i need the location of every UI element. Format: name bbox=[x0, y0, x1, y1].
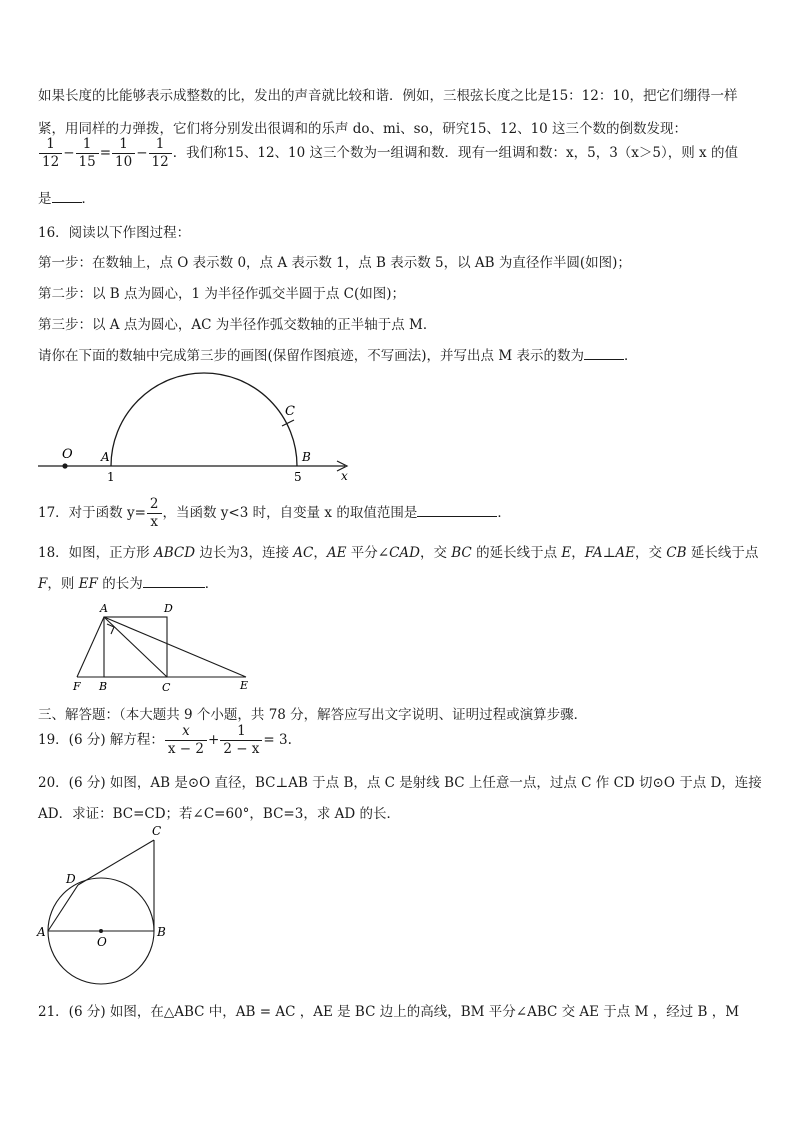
fraction: $\frac{1}{10}$ bbox=[112, 136, 135, 171]
label-a: A bbox=[100, 602, 108, 615]
center-point bbox=[99, 929, 103, 933]
q18-line2: F，则 EF 的长为 ． bbox=[38, 576, 219, 592]
q16-head: 16．阅读以下作图过程： bbox=[38, 225, 191, 241]
q15-line4: 是 ． bbox=[38, 191, 95, 207]
label-f: F bbox=[73, 680, 81, 693]
q15-line3-text: ．我们称15、12、10 这三个数为一组调和数．现有一组调和数：x，5，3（x＞5），则 x 的值 bbox=[172, 145, 738, 161]
fraction: $\frac{1}{12}$ bbox=[149, 136, 172, 171]
label-o: O bbox=[97, 935, 107, 949]
q16-step2: 第二步：以 B 点为圆心，1 为半径作弧交半圆于点 C(如图)； bbox=[38, 286, 406, 302]
q16-ask: 请你在下面的数轴中完成第三步的画图(保留作图痕迹，不写画法)，并写出点 M 表示的数为 ． bbox=[38, 348, 638, 364]
fraction: $\frac{2}{x}$ bbox=[147, 496, 162, 531]
fraction: $\frac{1}{15}$ bbox=[76, 136, 99, 171]
fraction: $\frac{x}{x - 2}$ bbox=[165, 723, 207, 758]
segment-ad bbox=[48, 885, 78, 931]
label-b: B bbox=[157, 925, 166, 939]
q18-line1: 18．如图，正方形 ABCD 边长为3，连接 AC，AE 平分∠CAD，交 BC 的延长线于点 E，FA⊥AE，交 CB 延长线于点 bbox=[38, 545, 759, 561]
label-c: C bbox=[152, 824, 162, 838]
q16-step3: 第三步：以 A 点为圆心，AC 为半径作弧交数轴的正半轴于点 M． bbox=[38, 317, 437, 333]
label-a: A bbox=[37, 925, 46, 939]
q21-line1: 21．(6 分) 如图，在△ABC 中，AB = AC ，AE 是 BC 边上的高线，BM 平分∠ABC 交 AE 于点 M ，经过 B ，M bbox=[38, 1004, 740, 1020]
label-d: D bbox=[164, 602, 173, 615]
q15-line3: $\frac{1}{12}$ − $\frac{1}{15}$ = $\frac{1}{10}$ − $\frac{1}{12}$ ．我们称15、12、10 这三个数为一组调和数．现有一组调和数：x，5，3（x＞5），则 x 的值 bbox=[38, 136, 738, 171]
label-a: A bbox=[101, 450, 110, 464]
section-3-heading: 三、解答题：（本大题共 9 个小题，共 78 分，解答应写出文字说明、证明过程或演算步骤． bbox=[38, 707, 588, 723]
fraction: $\frac{1}{12}$ bbox=[39, 136, 62, 171]
label-c: C bbox=[285, 404, 295, 419]
label-b: B bbox=[302, 450, 311, 464]
q20-line1: 20．(6 分) 如图，AB 是⊙O 直径，BC⊥AB 于点 B，点 C 是射线 BC 上任意一点，过点 C 作 CD 切⊙O 于点 D，连接 bbox=[38, 775, 762, 791]
q19-line: 19．(6 分) 解方程： $\frac{x}{x - 2}$ + $\frac{1}{2 - x}$ = 3. bbox=[38, 723, 292, 757]
label-b: B bbox=[99, 680, 108, 693]
tick-1: 1 bbox=[107, 470, 115, 484]
q20-line2: AD．求证：BC=CD；若∠C=60°，BC=3，求 AD 的长． bbox=[38, 806, 400, 822]
q16-step1: 第一步：在数轴上，点 O 表示数 0，点 A 表示数 1，点 B 表示数 5，以 AB 为直径作半圆(如图)； bbox=[38, 255, 631, 271]
label-e: E bbox=[240, 679, 249, 692]
q15-line2: 紧，用同样的力弹拨，它们将分别发出很调和的乐声 do、mi、so，研究15、12、10 这三个数的倒数发现： bbox=[38, 121, 688, 137]
q17-line: 17．对于函数 y= $\frac{2}{x}$ ，当函数 y<3 时，自变量 x 的取值范围是 ． bbox=[38, 496, 511, 530]
label-x: x bbox=[341, 469, 348, 483]
label-o: O bbox=[62, 447, 73, 462]
fraction: $\frac{1}{2 - x}$ bbox=[220, 723, 262, 758]
label-d: D bbox=[66, 872, 76, 886]
tangent-cd bbox=[78, 840, 154, 885]
tick-5: 5 bbox=[294, 470, 302, 484]
q15-line1: 如果长度的比能够表示成整数的比，发出的声音就比较和谐．例如，三根弦长度之比是15：12：10，把它们绷得一样 bbox=[38, 88, 738, 104]
label-c: C bbox=[162, 681, 171, 694]
